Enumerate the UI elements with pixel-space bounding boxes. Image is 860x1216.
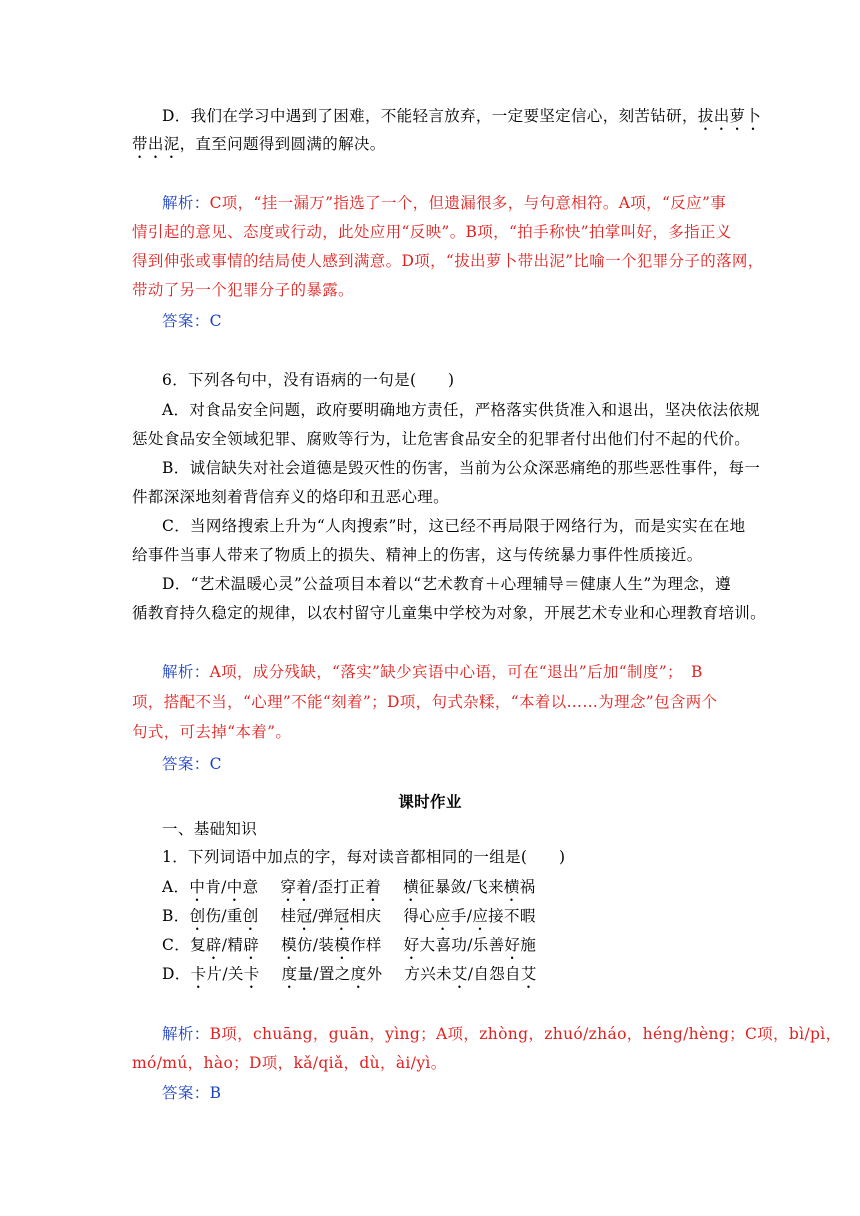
word-pair: 得心应手/应接不暇 <box>403 907 536 925</box>
dotted-char: 着 <box>365 878 382 896</box>
q6-answer <box>162 754 732 774</box>
dotted-char: 度 <box>281 965 298 983</box>
word-pair: 度量/置之度外 <box>281 965 383 983</box>
dotted-char: 冠 <box>296 907 313 925</box>
dotted-text: 拔出萝卜 <box>697 107 762 125</box>
q6-stem: 6．下列各句中，没有语病的一句是( ) <box>162 371 455 389</box>
analysis-label: 解析： <box>162 1025 210 1043</box>
q5-option-d-line1 <box>162 106 762 134</box>
dotted-text: 带出泥 <box>132 135 180 153</box>
dotted-char: 艾 <box>520 965 537 983</box>
answer-label: 答案： <box>162 312 210 330</box>
q5-option-d-line2 <box>132 134 732 162</box>
q6-analysis-line <box>162 662 732 682</box>
word-pair: 中肯/中意 <box>189 878 259 896</box>
q6-option-line: D．“艺术温暖心灵”公益项目本着以“艺术教育＋心理辅导＝健康人生”为理念，遵 <box>162 575 731 593</box>
q1-option-b <box>162 906 732 934</box>
dotted-char: 创 <box>189 907 206 925</box>
dotted-char: 模 <box>281 936 297 954</box>
dotted-char: 横 <box>503 878 520 896</box>
answer-value: B <box>209 1084 222 1102</box>
dotted-char: 横 <box>403 878 419 896</box>
word-pair: 桂冠/弹冠相庆 <box>280 907 382 925</box>
q5-answer <box>162 311 732 331</box>
q1-option-d <box>162 964 732 992</box>
dotted-char: 艾 <box>451 965 468 983</box>
dotted-char: 中 <box>226 878 243 896</box>
option-label: D． <box>162 965 191 983</box>
answer-value: C <box>209 312 222 330</box>
word-pair: 模仿/装模作样 <box>281 936 382 954</box>
q6-option-line: C．当网络搜索上升为“人肉搜索”时，这已经不再局限于网络行为，而是实实在在地 <box>162 517 746 535</box>
word-pair: 横征暴敛/飞来横祸 <box>403 878 536 896</box>
dotted-char: 辟 <box>243 936 260 954</box>
analysis-label: 解析： <box>162 194 210 212</box>
section-heading: 一、基础知识 <box>162 820 258 838</box>
q6-analysis-line: 项，搭配不当，“心理”不能“刻着”；D项，句式杂糅，“本着以……为理念”包含两个 <box>132 693 718 711</box>
q1-stem: 1．下列词语中加点的字，每对读音都相同的一组是( ) <box>162 848 566 866</box>
dotted-char: 好 <box>504 936 521 954</box>
word-pair: 方兴未艾/自怨自艾 <box>404 965 537 983</box>
word-pair: 穿着/歪打正着 <box>280 878 382 896</box>
dotted-char: 冠 <box>333 907 350 925</box>
word-pair: 卡片/关卡 <box>190 965 260 983</box>
q6-option-line: B．诚信缺失对社会道德是毁灭性的伤害，当前为公众深恶痛绝的那些恶性事件，每一 <box>162 459 761 477</box>
answer-value: C <box>209 755 222 773</box>
q6-analysis-line: 句式，可去掉“本着”。 <box>132 723 292 741</box>
dotted-char: 度 <box>350 965 367 983</box>
dotted-char: 卡 <box>243 965 260 983</box>
option-label: A． <box>162 878 190 896</box>
q1-option-c <box>162 935 732 963</box>
dotted-char: 创 <box>242 907 259 925</box>
analysis-text: B项，chuāng，guān，yìng；A项，zhòng，zhuó/zháo，héng/hèng；C项，bì/pì， <box>209 1025 842 1043</box>
analysis-text: C项，“挂一漏万”指选了一个，但遗漏很多，与句意相符。A项，“反应”事 <box>209 194 727 212</box>
word-pair: 复辟/精辟 <box>190 936 260 954</box>
option-label: B． <box>162 907 190 925</box>
q6-option-line: 给事件当事人带来了物质上的损失、精神上的伤害，这与传统暴力事件性质接近。 <box>132 546 703 564</box>
q6-option-line: 件都深深地刻着背信弃义的烙印和丑恶心理。 <box>132 488 450 506</box>
q1-analysis-line: mó/mú，hào；D项，kǎ/qiǎ，dù，ài/yì。 <box>132 1054 447 1072</box>
option-label: C． <box>162 936 191 954</box>
q5-analysis-line <box>162 193 732 213</box>
q5-option-d-text: ，直至问题得到圆满的解决。 <box>179 135 386 153</box>
dotted-char: 着 <box>296 878 313 896</box>
answer-label: 答案： <box>162 1084 210 1102</box>
word-pair: 好大喜功/乐善好施 <box>403 936 537 954</box>
q1-option-a <box>162 877 732 905</box>
dotted-char: 应 <box>435 907 451 925</box>
analysis-text: A项，成分残缺，“落实”缺少宾语中心语，可在“退出”后加“制度”； B <box>209 663 703 681</box>
dotted-char: 模 <box>334 936 351 954</box>
q1-analysis-line <box>162 1024 842 1044</box>
q5-analysis-line: 得到伸张或事情的结局使人感到满意。D项，“拔出萝卜带出泥”比喻一个犯罪分子的落网， <box>132 252 764 270</box>
q1-answer <box>162 1083 732 1103</box>
analysis-label: 解析： <box>162 663 210 681</box>
homework-title: 课时作业 <box>398 792 462 811</box>
q6-option-line: 惩处食品安全领域犯罪、腐败等行为，让危害食品安全的犯罪者付出他们付不起的代价。 <box>132 430 751 448</box>
dotted-char: 卡 <box>190 965 207 983</box>
dotted-char: 应 <box>472 907 489 925</box>
answer-label: 答案： <box>162 755 210 773</box>
dotted-char: 好 <box>403 936 420 954</box>
word-pair: 创伤/重创 <box>189 907 259 925</box>
q5-analysis-line: 情引起的意见、态度或行动，此处应用“反映”。B项，“拍手称快”拍掌叫好，多指正义 <box>132 223 732 241</box>
q6-option-line: 循教育持久稳定的规律，以农村留守儿童集中学校为对象，开展艺术专业和心理教育培训。 <box>132 604 767 622</box>
q6-option-line: A．对食品安全问题，政府要明确地方责任，严格落实供货准入和退出，坚决依法依规 <box>162 401 760 419</box>
q5-analysis-line: 带动了另一个犯罪分子的暴露。 <box>132 281 354 299</box>
dotted-char: 辟 <box>205 936 222 954</box>
q5-option-d-text: D．我们在学习中遇到了困难，不能轻言放弃，一定要坚定信心，刻苦钻研， <box>162 107 698 125</box>
dotted-char: 穿 <box>280 878 297 896</box>
dotted-char: 中 <box>189 878 206 896</box>
